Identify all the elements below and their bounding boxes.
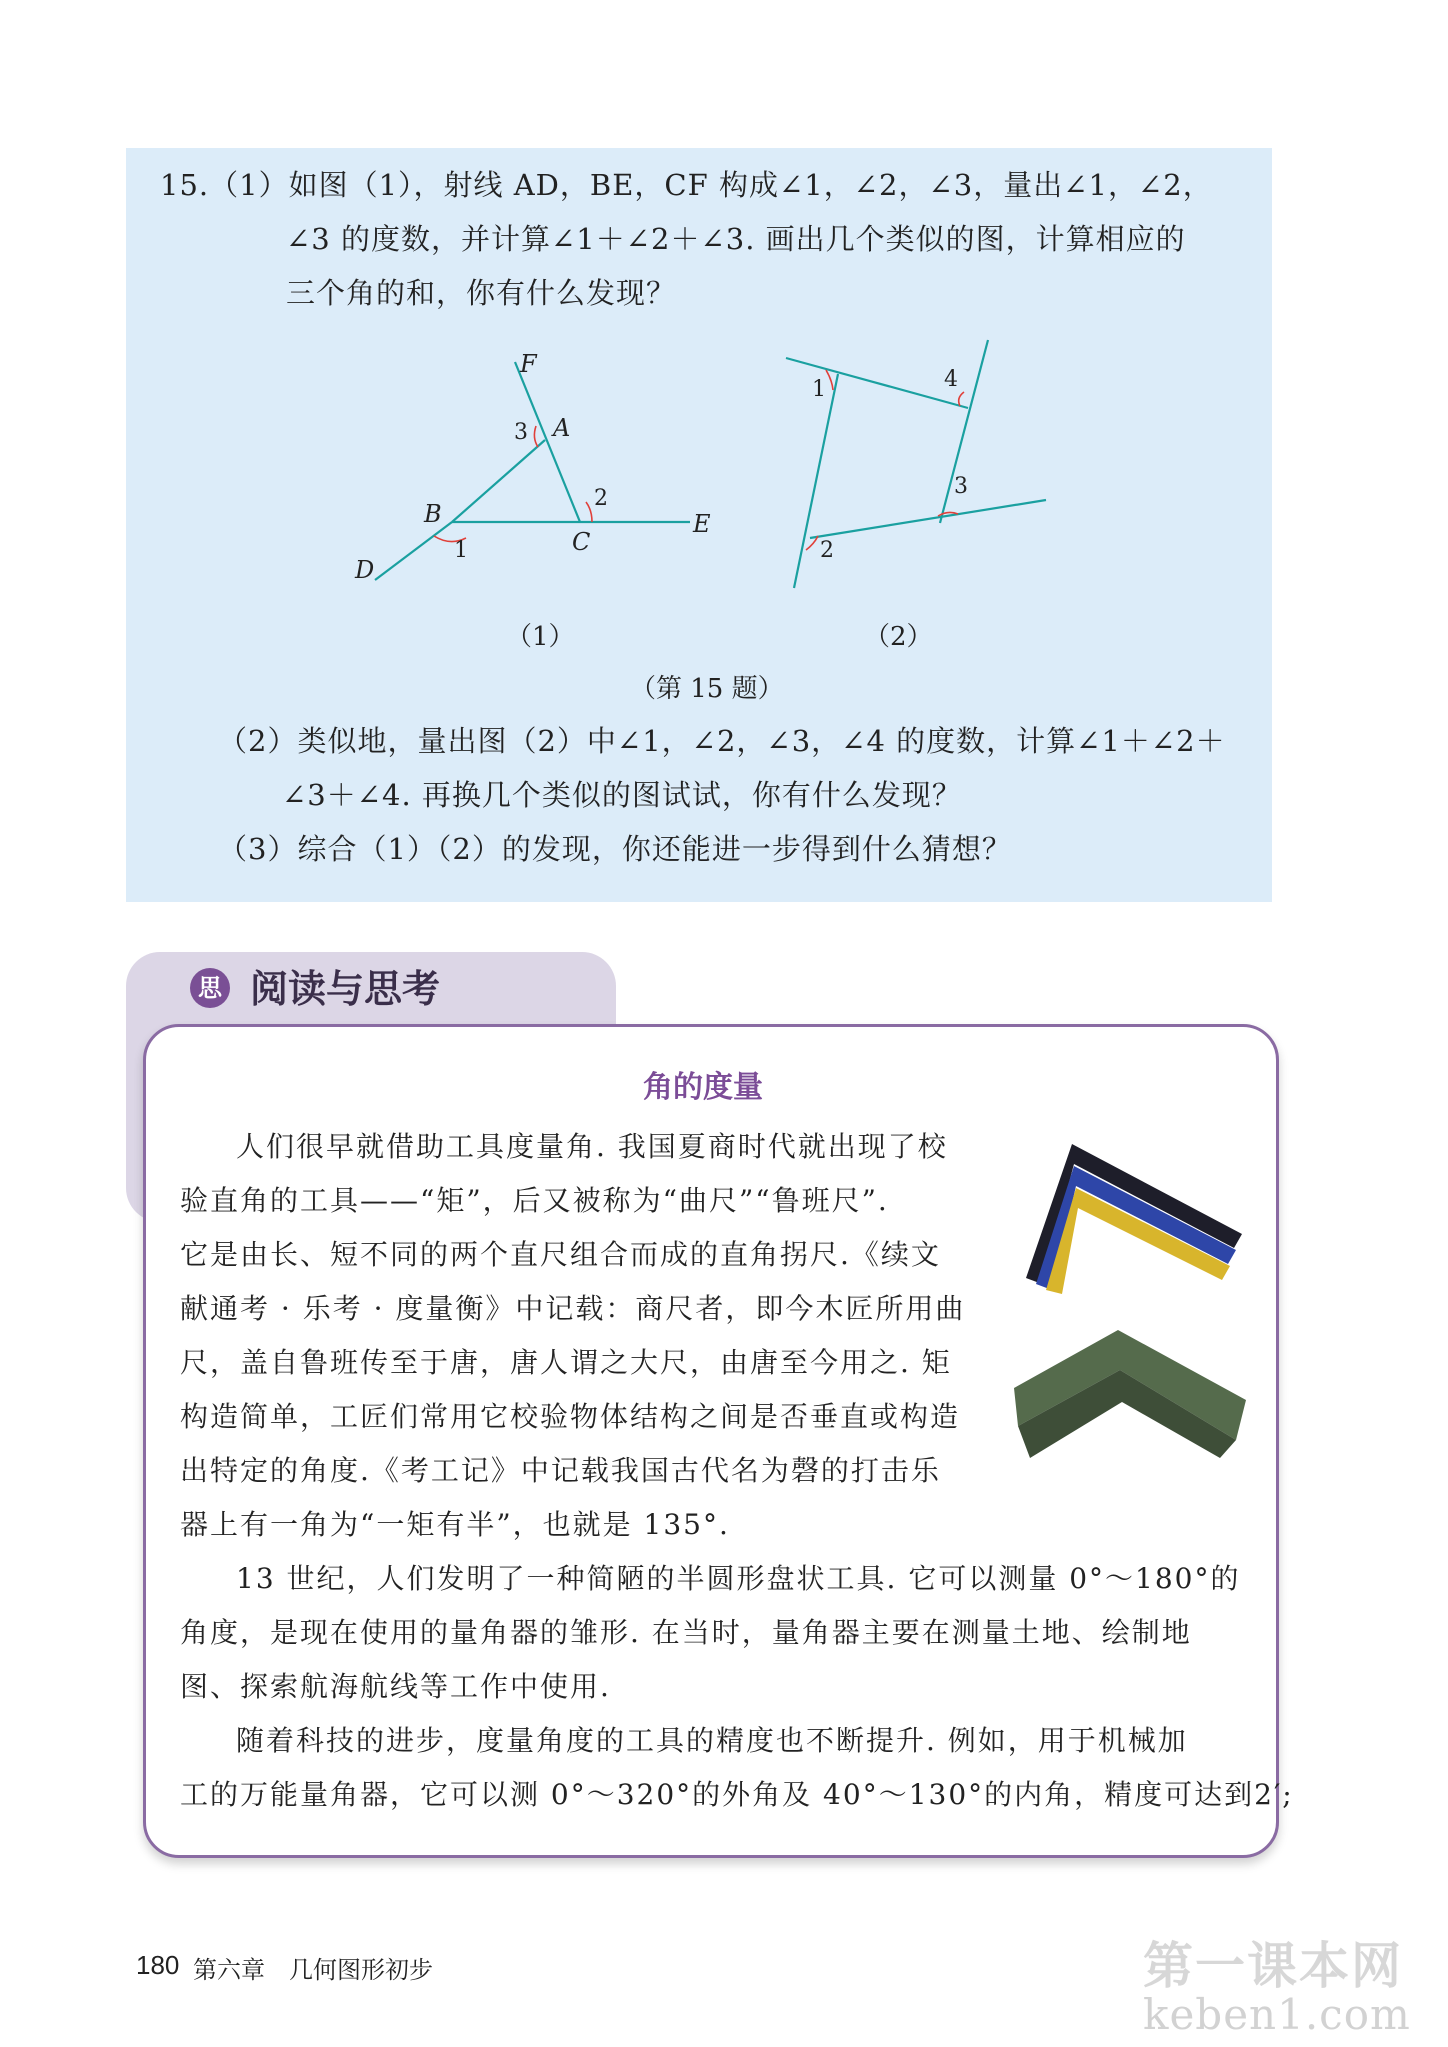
ancient-square-photo	[1010, 1330, 1250, 1465]
exercise-line-1: 15.（1）如图（1），射线 AD，BE，CF 构成∠1，∠2，∠3，量出∠1，∠2，	[160, 168, 1213, 202]
angle-3-label: 3	[514, 420, 528, 445]
figure-1-caption: （1）	[506, 622, 575, 652]
exercise-part-2-line-1: （2）类似地，量出图（2）中∠1，∠2，∠3，∠4 的度数，计算∠1＋∠2＋	[218, 724, 1226, 758]
paragraph-3-line-2: 工的万能量角器，它可以测 0°～320°的外角及 40°～130°的内角，精度可达到2′;	[180, 1778, 1294, 1811]
paragraph-1-line-2: 验直角的工具——“矩”，后又被称为“曲尺”“鲁班尺”.	[180, 1184, 889, 1217]
label-c: C	[572, 528, 591, 556]
paragraph-2-line-1: 13 世纪，人们发明了一种简陋的半圆形盘状工具. 它可以测量 0°～180°的	[236, 1562, 1241, 1595]
reading-section-title: 阅读与思考	[250, 967, 441, 1011]
figure-caption: （第 15 题）	[630, 674, 784, 704]
label-d: D	[355, 556, 375, 584]
ray-ad	[375, 522, 452, 580]
exercise-part-2-line-2: ∠3＋∠4. 再换几个类似的图试试，你有什么发现？	[282, 778, 962, 812]
think-icon: 思	[190, 968, 230, 1008]
label-a: A	[553, 414, 571, 442]
label-b: B	[424, 500, 442, 528]
exercise-line-2: ∠3 的度数，并计算∠1＋∠2＋∠3. 画出几个类似的图，计算相应的	[286, 222, 1186, 256]
figure-2-caption: （2）	[864, 622, 933, 652]
page-number: 180	[136, 1950, 180, 1980]
watermark-url: keben1.com	[1143, 1990, 1411, 2039]
paragraph-1-line-8: 器上有一角为“一矩有半”，也就是 135°.	[180, 1508, 730, 1541]
paragraph-1-line-7: 出特定的角度.《考工记》中记载我国古代名为磬的打击乐	[180, 1454, 941, 1487]
fig2-angle-1-label: 1	[812, 377, 826, 402]
paragraph-1-line-3: 它是由长、短不同的两个直尺组合而成的直角拐尺.《续文	[180, 1238, 941, 1271]
watermark-chinese: 第一课本网	[1143, 1937, 1403, 1995]
label-f: F	[520, 350, 537, 378]
angle-1-arc	[826, 370, 833, 390]
angle-3-arc	[534, 426, 538, 447]
angle-2-label: 2	[594, 486, 608, 511]
chapter-title: 第六章 几何图形初步	[193, 1956, 433, 1984]
paragraph-1-line-5: 尺，盖自鲁班传至于唐，唐人谓之大尺，由唐至今用之. 矩	[180, 1346, 952, 1379]
fig2-angle-4-label: 4	[944, 367, 958, 392]
paragraph-3-line-1: 随着科技的进步，度量角度的工具的精度也不断提升. 例如，用于机械加	[236, 1724, 1188, 1757]
label-e: E	[693, 510, 711, 538]
paragraph-2-line-2: 角度，是现在使用的量角器的雏形. 在当时，量角器主要在测量土地、绘制地	[180, 1616, 1192, 1649]
angle-4-arc	[959, 392, 964, 406]
figure-2-diagram	[770, 330, 1070, 600]
figure-1-diagram	[340, 340, 740, 600]
exercise-line-3: 三个角的和，你有什么发现？	[286, 276, 677, 310]
paragraph-1-line-1: 人们很早就借助工具度量角. 我国夏商时代就出现了校	[236, 1130, 948, 1163]
angle-1-label: 1	[454, 538, 468, 563]
segment-ba	[452, 440, 545, 522]
fig2-angle-2-label: 2	[820, 538, 834, 563]
paragraph-1-line-6: 构造简单，工匠们常用它校验物体结构之间是否垂直或构造	[180, 1400, 961, 1433]
article-title: 角的度量	[643, 1070, 763, 1105]
carpenter-square-photo	[1012, 1144, 1252, 1294]
paragraph-1-line-4: 献通考 · 乐考 · 度量衡》中记载：商尺者，即今木匠所用曲	[180, 1292, 966, 1325]
paragraph-2-line-3: 图、探索航海航线等工作中使用.	[180, 1670, 611, 1703]
fig2-angle-3-label: 3	[954, 474, 968, 499]
exercise-part-3-line-1: （3）综合（1）（2）的发现，你还能进一步得到什么猜想？	[218, 832, 1012, 866]
line-bottom	[810, 500, 1046, 538]
angle-2-arc	[586, 502, 592, 522]
